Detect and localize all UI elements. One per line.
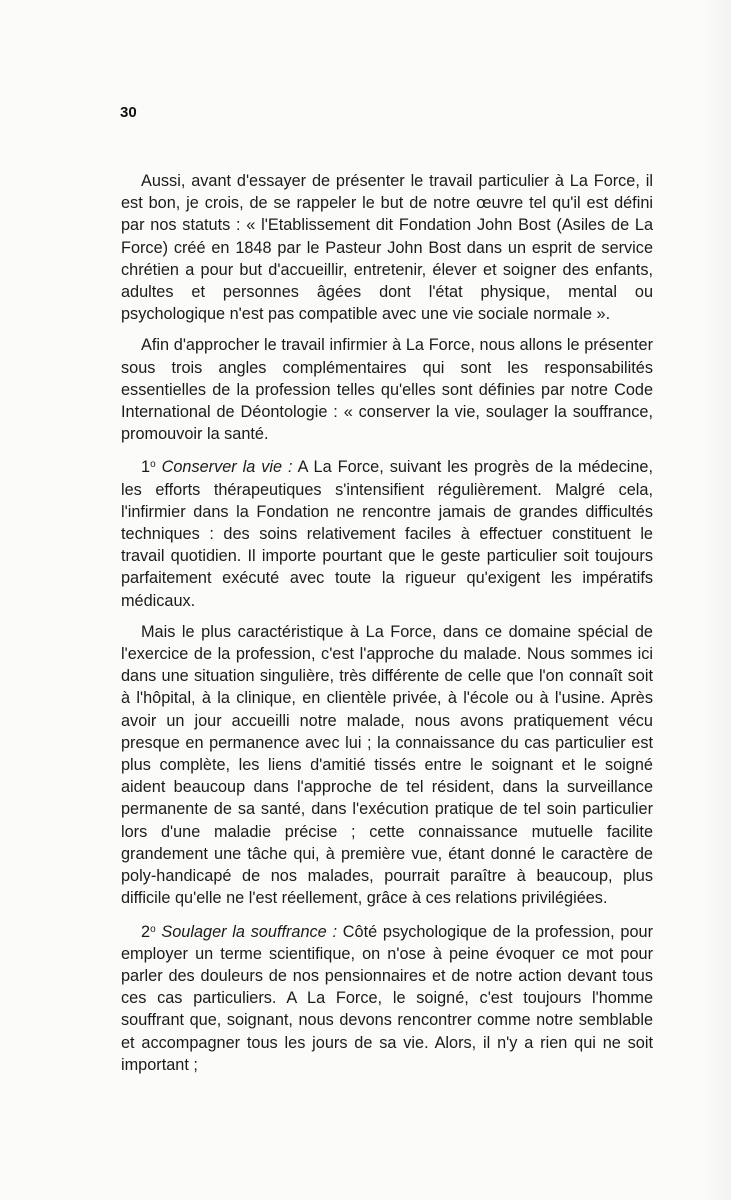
section-number-superscript: o (150, 459, 156, 471)
paragraph-conserver-la-vie (121, 454, 653, 611)
paragraph-intro (121, 170, 653, 325)
page-number: 30 (120, 104, 137, 121)
section-heading: Conserver la vie : (161, 458, 293, 477)
paragraph-soulager-la-souffrance (121, 919, 653, 1076)
paragraph-three-angles (121, 334, 653, 445)
paragraph-text: Côté psychologique de la profession, pour employer un terme scientifique, on n'ose à peine évoquer ce mot pour parler des douleurs de nos pensionnaires et de notre action devant tous ces cas particuliers. A La Force, le soigné, c'est toujours l'homme souffrant que, soignant, nous devons rencontrer comme notre semblable et accompagner tous les jours de sa vie. Alors, il n'y a rien qui ne soit important ; (121, 922, 653, 1074)
section-number-superscript: o (150, 923, 156, 935)
section-number: 2 (141, 922, 151, 941)
paragraph-text: A La Force, suivant les progrès de la médecine, les efforts thérapeutiques s'intensifient régulièrement. Malgré cela, l'infirmier dans la Fondation ne rencontre jamais de grandes difficultés techniques : des soins relativement faciles à effectuer constituent le travail quotidien. Il importe pourtant que le geste particulier soit toujours parfaitement exécuté avec toute la rigueur qu'exigent les impératifs médicaux. (121, 458, 653, 610)
paragraph-text: Mais le plus caractéristique à La Force, dans ce domaine spécial de l'exercice de la profession, c'est l'approche du malade. Nous sommes ici dans une situation singulière, très différente de celle que l'on connaît soit à l'hôpital, à la clinique, en clientèle privée, à l'école ou à l'usine. Après avoir un jour accueilli notre malade, nous avons pratiquement vécu presque en permanence avec lui ; la connaissance du cas particulier est plus complète, les liens d'amitié tissés entre le soignant et le soigné aident beaucoup dans l'approche de tel résident, dans la surveillance permanente de sa santé, dans l'exécution pratique de tel soin particulier lors d'une maladie précise ; cette connaissance mutuelle facilite grandement une tâche qui, à première vue, étant donné le caractère de poly-handicapé de nos malades, pourrait paraître à beaucoup, plus difficile qu'elle ne l'est réellement, grâce à ces relations privilégiées. (121, 622, 653, 908)
section-number: 1 (141, 458, 151, 477)
paragraph-text: Afin d'approcher le travail infirmier à La Force, nous allons le présenter sous trois angles complémentaires qui sont les responsabilités essentielles de la profession telles qu'elles sont définies par notre Code International de Déontologie : « conserver la vie, soulager la souffrance, promouvoir la santé. (121, 336, 653, 444)
body-text (121, 170, 653, 1085)
paragraph-approche-du-malade (121, 621, 653, 910)
section-heading: Soulager la souffrance : (161, 922, 338, 941)
paragraph-text: Aussi, avant d'essayer de présenter le travail particulier à La Force, il est bon, je crois, de se rappeler le but de notre œuvre tel qu'il est défini par nos statuts : « l'Etablissement dit Fondation John Bost (Asiles de La Force) créé en 1848 par le Pasteur John Bost dans un esprit de service chrétien a pour but d'accueillir, entretenir, élever et soigner des enfants, adultes et personnes âgées dont l'état physique, mental ou psychologique n'est pas compatible avec une vie sociale normale ». (121, 172, 653, 324)
